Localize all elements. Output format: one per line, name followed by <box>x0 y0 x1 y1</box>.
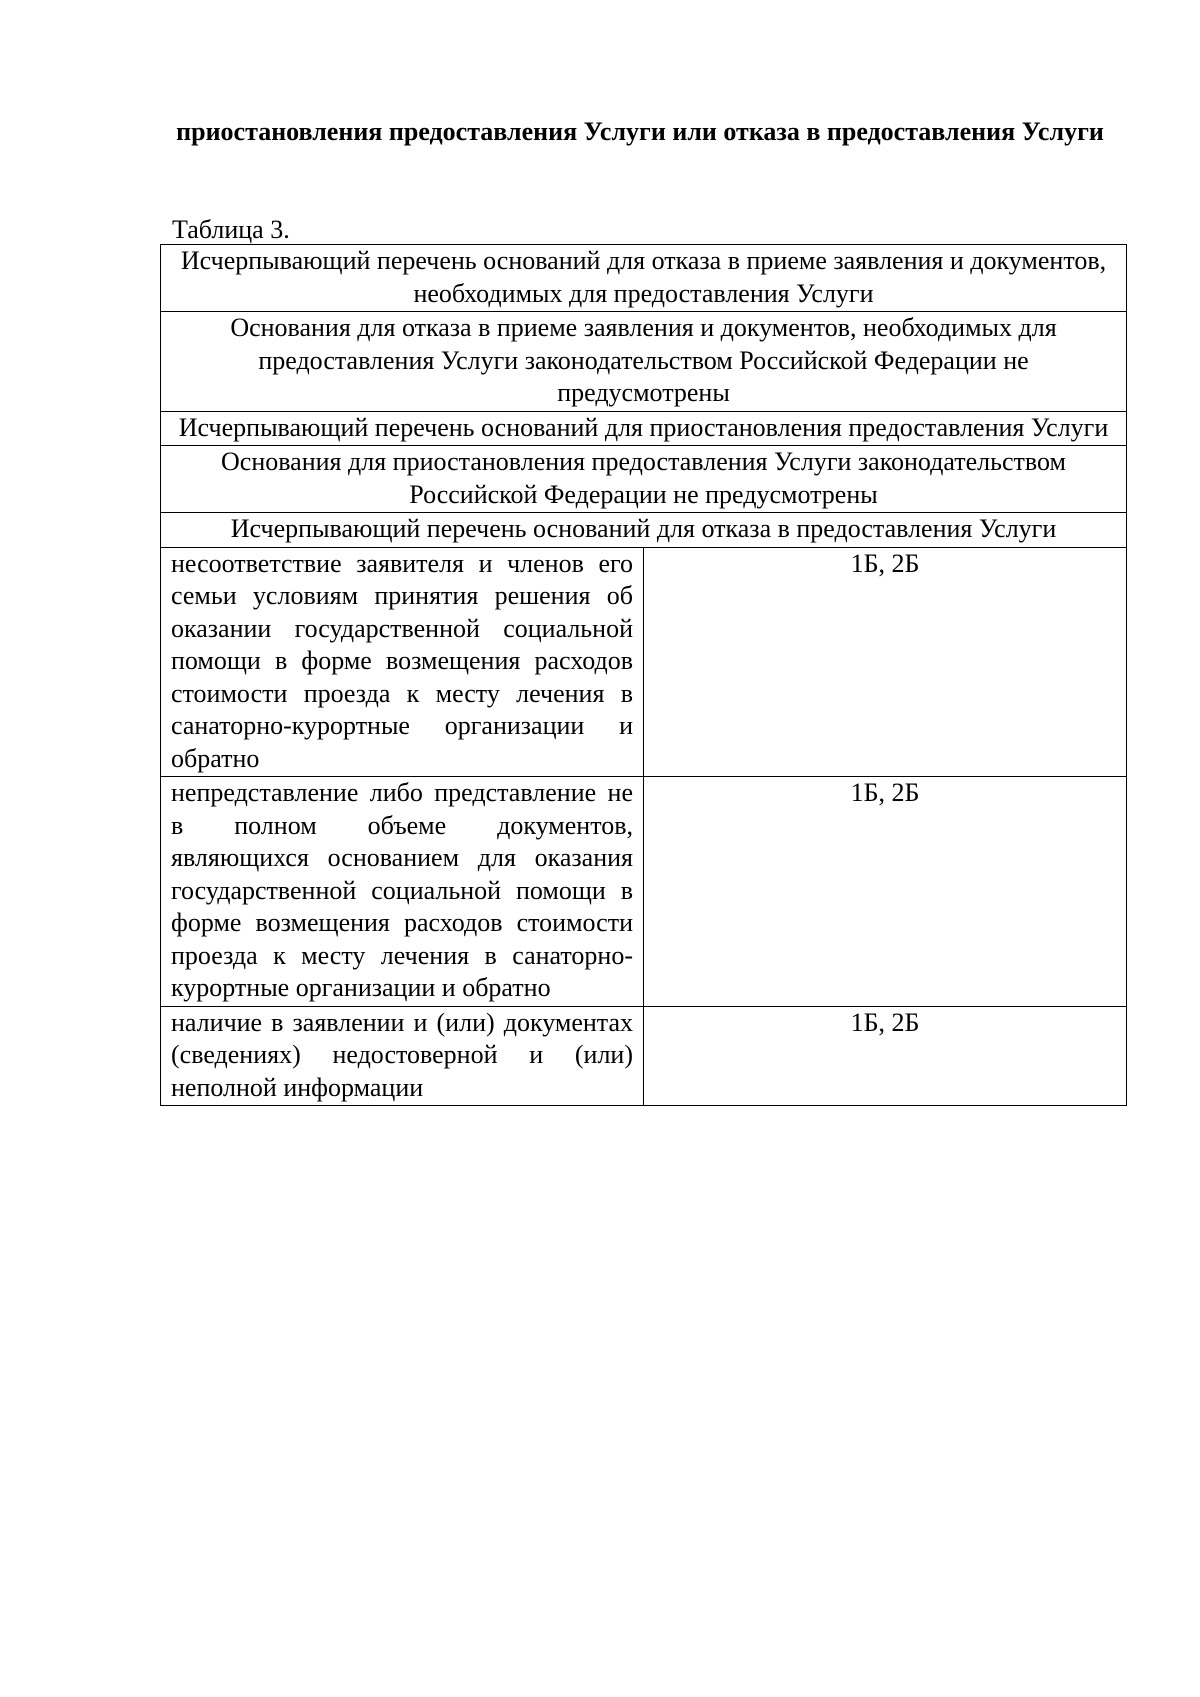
refusal-reason-cell: наличие в заявлении и (или) документах (сведениях) недостоверной и (или) неполной информации <box>161 1006 644 1106</box>
refusal-reason-cell: несоответствие заявителя и членов его семьи условиям принятия решения об оказании государственной социальной помощи в форме возмещения расходов стоимости проезда к месту лечения в санаторно-курортные организации и обратно <box>161 547 644 777</box>
service-refusal-header-cell: Исчерпывающий перечень оснований для отказа в предоставления Услуги <box>161 513 1127 548</box>
table-row <box>161 777 1127 1007</box>
table-caption: Таблица 3. <box>172 215 290 244</box>
table-row <box>161 245 1127 312</box>
table-row <box>161 446 1127 513</box>
suspension-header-cell: Исчерпывающий перечень оснований для приостановления предоставления Услуги <box>161 411 1127 446</box>
table-row <box>161 513 1127 548</box>
refusal-reason-cell: непредставление либо представление не в полном объеме документов, являющихся основанием для оказания государственной социальной помощи в форме возмещения расходов стоимости проезда к месту лечения в санаторно-курортные организации и обратно <box>161 777 644 1007</box>
page-title: приостановления предоставления Услуги или отказа в предоставления Услуги <box>176 117 1104 146</box>
table-row <box>161 411 1127 446</box>
suspension-value-cell: Основания для приостановления предоставления Услуги законодательством Российской Федерации не предусмотрены <box>161 446 1127 513</box>
reception-refusal-header-cell: Исчерпывающий перечень оснований для отказа в приеме заявления и документов, необходимых для предоставления Услуги <box>161 245 1127 312</box>
table-row <box>161 312 1127 412</box>
table-row <box>161 1006 1127 1106</box>
refusal-code-cell: 1Б, 2Б <box>644 777 1127 1007</box>
refusal-code-cell: 1Б, 2Б <box>644 1006 1127 1106</box>
grounds-table <box>160 244 1127 1106</box>
table-row <box>161 547 1127 777</box>
refusal-code-cell: 1Б, 2Б <box>644 547 1127 777</box>
grounds-table-body <box>161 245 1127 1106</box>
reception-refusal-value-cell: Основания для отказа в приеме заявления и документов, необходимых для предоставления Услуги законодательством Российской Федерации не предусмотрены <box>161 312 1127 412</box>
